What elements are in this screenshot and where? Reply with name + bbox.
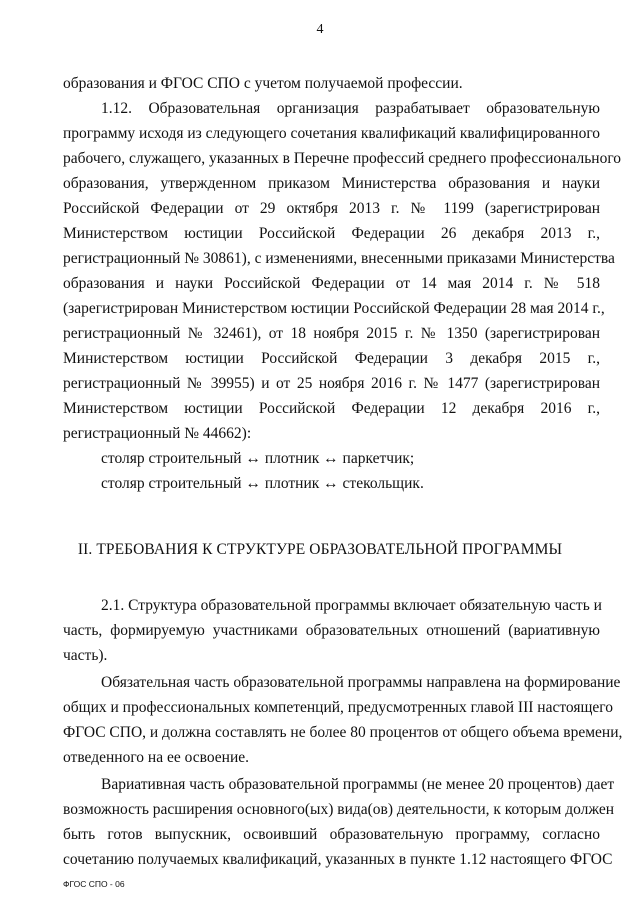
text-line: регистрационный № 30861), с изменениями, внесенными приказами Министерства (63, 250, 615, 267)
text-line: возможность расширения основного(ых) вида(ов) деятельности, к которым должен (63, 801, 615, 818)
text-line: Российской Федерации от 29 октября 2013 г. № 1199 (зарегистрирован (63, 200, 600, 217)
text-line: (зарегистрирован Министерством юстиции Российской Федерации 28 мая 2014 г., (63, 300, 605, 317)
page-number: 4 (316, 22, 324, 37)
text-line: столяр строительный ↔ плотник ↔ стекольщик. (101, 475, 424, 492)
text-line: регистрационный № 44662): (63, 425, 252, 442)
section-heading: II. ТРЕБОВАНИЯ К СТРУКТУРЕ ОБРАЗОВАТЕЛЬНОЙ ПРОГРАММЫ (77, 541, 563, 558)
text-line: Министерством юстиции Российской Федерации 26 декабря 2013 г., (63, 225, 600, 242)
text-line: Обязательная часть образовательной программы направлена на формирование (101, 674, 621, 691)
text-line: 1.12. Образовательная организация разрабатывает образовательную (101, 100, 600, 117)
text-line: 2.1. Структура образовательной программы включает обязательную часть и (101, 597, 602, 614)
text-line: Вариативная часть образовательной программы (не менее 20 процентов) дает (101, 776, 615, 793)
text-line: регистрационный № 39955) и от 25 ноября 2016 г. № 1477 (зарегистрирован (63, 375, 600, 392)
text-line: Министерством юстиции Российской Федерации 3 декабря 2015 г., (63, 350, 600, 367)
footer-code: ФГОС СПО - 06 (63, 879, 125, 889)
text-line: общих и профессиональных компетенций, предусмотренных главой III настоящего (63, 699, 614, 716)
text-line: образования и ФГОС СПО с учетом получаемой профессии. (63, 75, 463, 92)
text-line: регистрационный № 32461), от 18 ноября 2015 г. № 1350 (зарегистрирован (63, 325, 600, 342)
text-line: быть готов выпускник, освоивший образовательную программу, согласно (63, 826, 600, 843)
text-line: сочетанию получаемых квалификаций, указанных в пункте 1.12 настоящего ФГОС (63, 851, 613, 868)
text-line: рабочего, служащего, указанных в Перечне профессий среднего профессионального (63, 150, 622, 167)
text-line: часть). (63, 647, 108, 664)
text-line: образования, утвержденном приказом Министерства образования и науки (63, 175, 600, 192)
text-line: столяр строительный ↔ плотник ↔ паркетчик; (101, 450, 415, 467)
text-line: программу исходя из следующего сочетания квалификаций квалифицированного (63, 125, 601, 142)
text-line: часть, формируемую участниками образовательных отношений (вариативную (63, 622, 600, 639)
text-line: ФГОС СПО, и должна составлять не более 80 процентов от общего объема времени, (63, 724, 623, 741)
text-line: отведенного на ее освоение. (63, 749, 249, 766)
text-line: Министерством юстиции Российской Федерации 12 декабря 2016 г., (63, 400, 600, 417)
text-line: образования и науки Российской Федерации от 14 мая 2014 г. № 518 (63, 275, 600, 292)
